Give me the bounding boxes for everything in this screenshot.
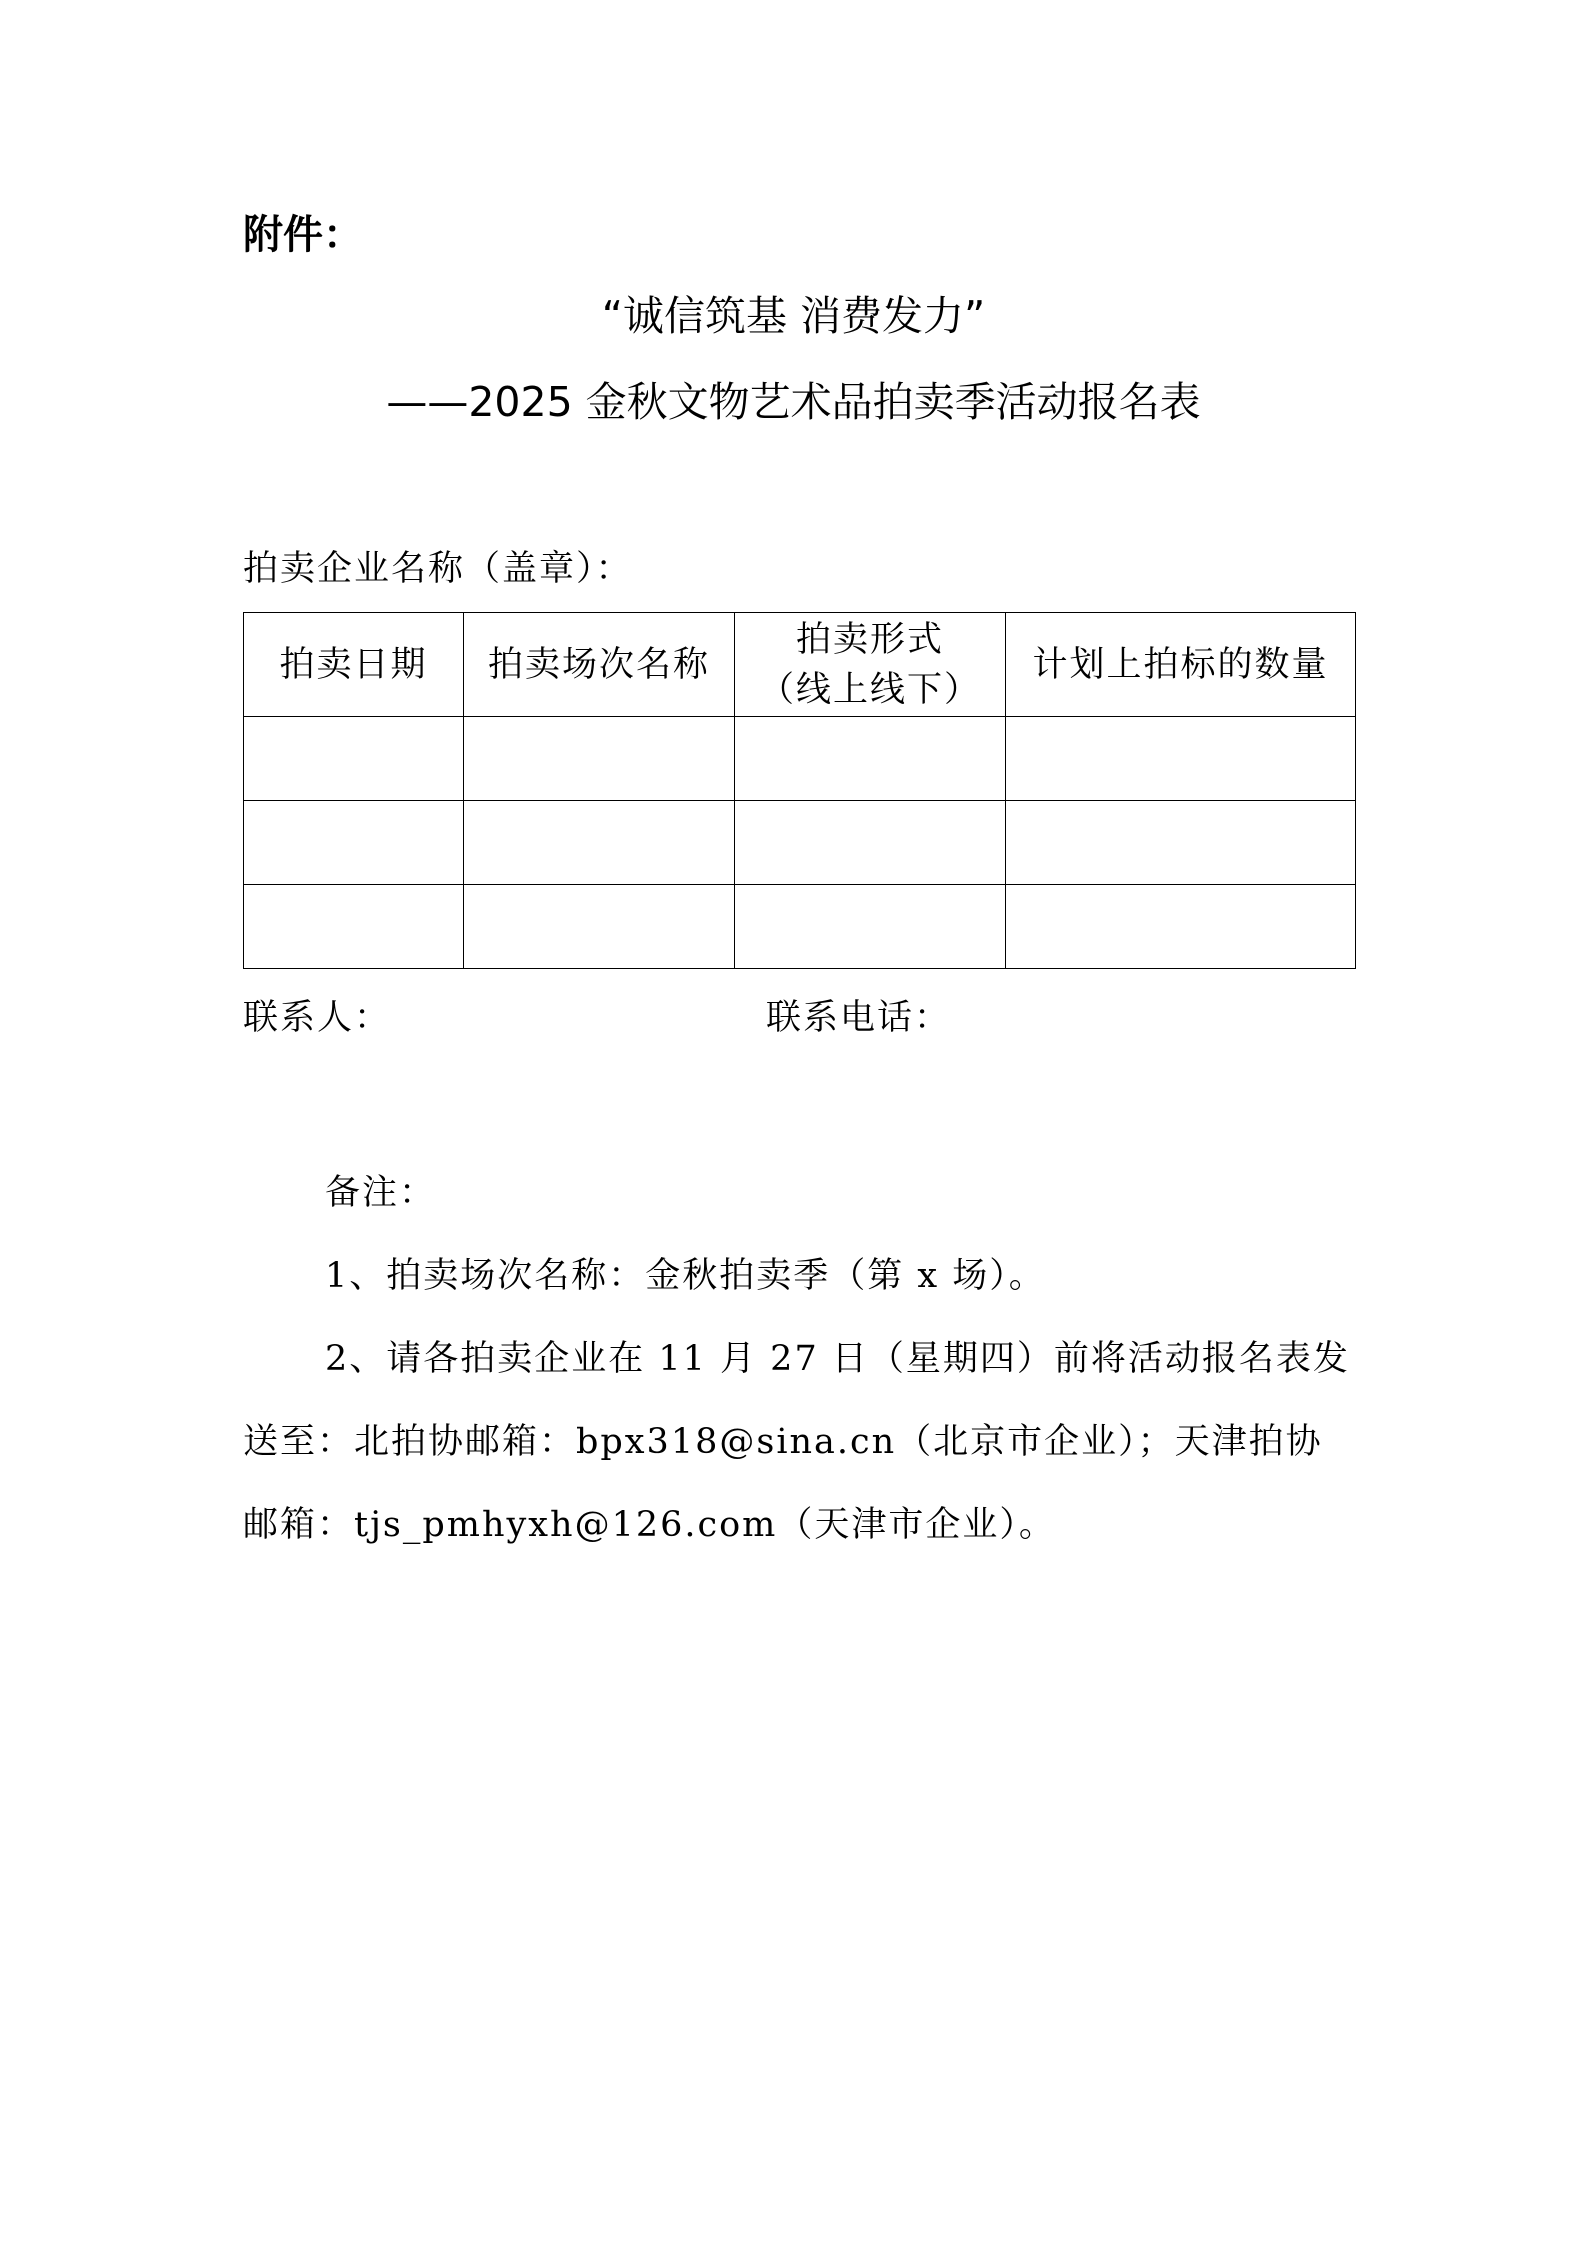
- cell-planned-lot-count[interactable]: [1006, 801, 1356, 885]
- registration-table: [243, 612, 1356, 969]
- cell-auction-format[interactable]: [735, 717, 1006, 801]
- cell-planned-lot-count[interactable]: [1006, 717, 1356, 801]
- cell-session-name[interactable]: [464, 801, 735, 885]
- cell-session-name[interactable]: [464, 885, 735, 969]
- company-name-label: 拍卖企业名称（盖章）：: [243, 549, 633, 589]
- cell-session-name[interactable]: [464, 717, 735, 801]
- header-auction-date: 拍卖日期: [244, 613, 464, 717]
- cell-auction-date[interactable]: [244, 801, 464, 885]
- cell-planned-lot-count[interactable]: [1006, 885, 1356, 969]
- header-auction-format: [735, 613, 1006, 717]
- table-header-row: [244, 613, 1356, 717]
- header-planned-lot-count: 计划上拍标的数量: [1006, 613, 1356, 717]
- contact-person-label: 联系人：: [243, 998, 392, 1038]
- document-title-slogan: “诚信筑基 消费发力”: [601, 292, 986, 340]
- notes-heading: 备注：: [325, 1173, 437, 1213]
- contact-phone-label: 联系电话：: [766, 998, 952, 1038]
- header-auction-format-line1: 拍卖形式: [795, 619, 944, 660]
- table-row: [244, 801, 1356, 885]
- notes-item-session-name: 1、拍卖场次名称：金秋拍卖季（第 x 场）。: [325, 1256, 1046, 1296]
- header-session-name: 拍卖场次名称: [464, 613, 735, 717]
- notes-section: [243, 1152, 1355, 1567]
- cell-auction-date[interactable]: [244, 717, 464, 801]
- attachment-label: 附件：: [243, 212, 363, 258]
- cell-auction-format[interactable]: [735, 885, 1006, 969]
- table-row: [244, 885, 1356, 969]
- document-title-form: ——2025 金秋文物艺术品拍卖季活动报名表: [386, 378, 1201, 426]
- cell-auction-format[interactable]: [735, 801, 1006, 885]
- header-auction-format-line2: （线上线下）: [758, 669, 981, 710]
- table-row: [244, 717, 1356, 801]
- notes-item-submission: 2、请各拍卖企业在 11 月 27 日（星期四）前将活动报名表发送至：北拍协邮箱：bpx318@sina.cn（北京市企业）；天津拍协邮箱：tjs_pmhyxh@126.com（天津市企业）。: [243, 1339, 1350, 1545]
- cell-auction-date[interactable]: [244, 885, 464, 969]
